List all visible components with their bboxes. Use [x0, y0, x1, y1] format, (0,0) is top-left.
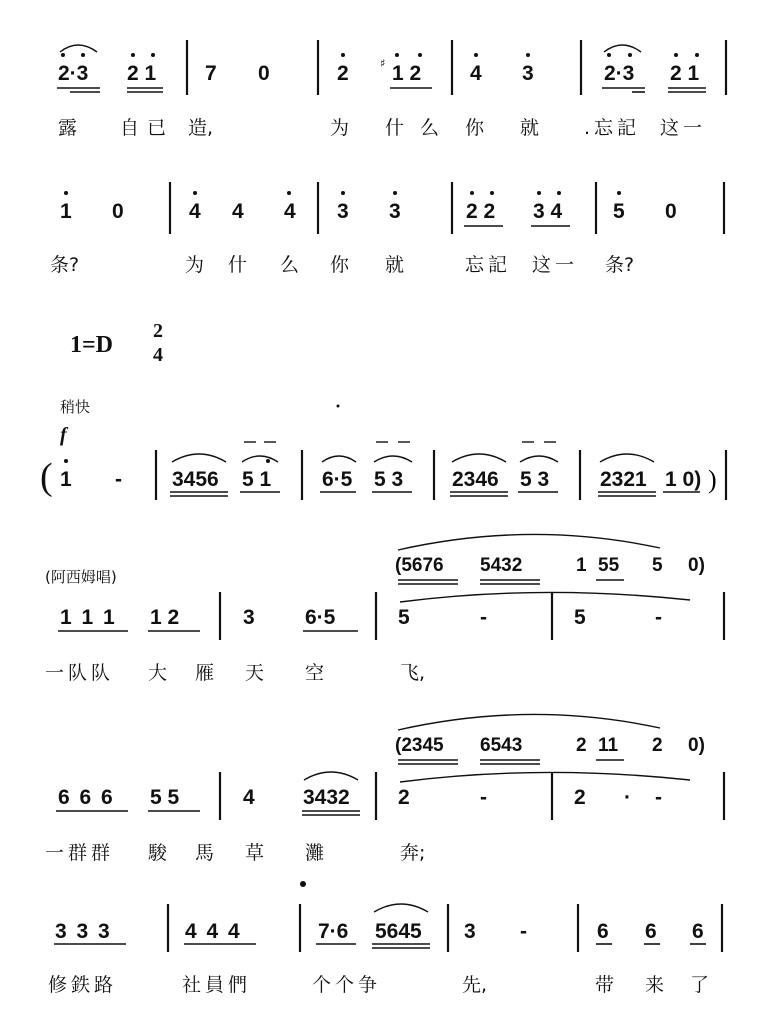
lyric: 来 [645, 974, 665, 996]
accomp-note: 2 [576, 735, 587, 756]
lyric: 你 [330, 254, 350, 276]
note: 3 [522, 62, 534, 85]
underlines-system-4 [58, 580, 624, 631]
note: 4 [243, 786, 255, 809]
note: 5645 [375, 920, 422, 943]
note: 2321 [600, 468, 647, 491]
note: 1 [60, 200, 72, 223]
note: 5 [398, 606, 410, 629]
note: 3456 [172, 468, 219, 491]
lyric: 你 [465, 117, 485, 139]
note: 5 [613, 200, 625, 223]
tie-long [400, 772, 690, 782]
note: 2·3 [604, 62, 635, 85]
stray-dot [337, 405, 340, 408]
accomp-note: 0) [688, 735, 705, 756]
barlines-system-2 [170, 182, 724, 234]
note: 3 [464, 920, 476, 943]
lyric: 露 [58, 117, 78, 139]
note: 3 [337, 200, 349, 223]
barlines-system-4 [220, 592, 724, 640]
note: 2 1 [127, 62, 157, 85]
note: 3 4 [533, 200, 563, 223]
lyric: 草 [245, 842, 265, 864]
slur-accomp [398, 714, 660, 730]
lyric: 个个争 [312, 974, 382, 996]
note: 1 1 1 [60, 606, 115, 629]
dynamic-marking: f [60, 424, 67, 446]
slur [60, 45, 97, 52]
lyric: 就 [385, 254, 405, 276]
lyric: 馬 [195, 842, 215, 864]
accomp-note: 11 [598, 735, 619, 756]
stray-dot [300, 881, 306, 887]
accomp-note: (5676 [395, 555, 444, 576]
singer-label: (阿西姆唱) [45, 568, 117, 586]
lyric: 奔; [400, 842, 426, 864]
lyric: 造, [188, 117, 214, 139]
open-paren: ( [40, 456, 53, 498]
slur [374, 904, 428, 912]
note: 6 [692, 920, 704, 943]
lyric: 空 [305, 662, 325, 684]
note: 4 [232, 200, 244, 223]
slur-accomp [398, 534, 660, 550]
lyric: 么 [280, 254, 300, 276]
octave-dots-system-3 [64, 459, 270, 463]
lyric: 自已 [120, 117, 175, 139]
octave-dots-system-2 [64, 191, 621, 195]
note: · [624, 786, 631, 809]
lyric: 么 [420, 117, 440, 139]
underlines-system-5 [56, 760, 624, 815]
lyric: 条? [605, 254, 635, 276]
lyric: 雁 [195, 662, 215, 684]
note: - [520, 920, 527, 943]
lyric: 修鉄路 [48, 974, 118, 996]
accomp-note: 6543 [480, 735, 523, 756]
accomp-note: 1 [576, 555, 587, 576]
slurs-system-3 [172, 454, 654, 462]
note: 0 [665, 200, 677, 223]
note: 7 [205, 62, 217, 85]
slur [304, 772, 358, 780]
note: 1 2 [392, 62, 422, 85]
note: 1 0) [665, 468, 702, 491]
note: 4 [284, 200, 296, 223]
accomp-note: 5 [652, 555, 663, 576]
lyric: 什 [385, 117, 405, 139]
note: 2 1 [670, 62, 700, 85]
lyric: 一队队 [45, 662, 115, 684]
lyric: 飞, [400, 662, 426, 684]
lyric: 天 [245, 662, 265, 684]
underlines-system-6 [54, 944, 706, 948]
note: - [115, 468, 122, 491]
lyric: 条? [50, 254, 80, 276]
lyric: 就 [520, 117, 540, 139]
note: 6 6 6 [58, 786, 113, 809]
lyric: 先, [462, 974, 488, 996]
note: 5 [574, 606, 586, 629]
note: - [480, 786, 487, 809]
lyric: 駿 [148, 842, 168, 864]
note: 5 5 [150, 786, 180, 809]
lyric: 这一 [660, 117, 707, 139]
lyric: 社員們 [182, 974, 252, 996]
lyric: 带 [595, 974, 615, 996]
note: 4 [189, 200, 201, 223]
note: - [655, 606, 662, 629]
tempo-marking: 稍快 [60, 398, 91, 416]
lyric: 什 [228, 254, 248, 276]
accomp-note: (2345 [395, 735, 444, 756]
note: 2 [337, 62, 349, 85]
close-paren: ) [708, 465, 717, 494]
lyric: 忘記 [465, 254, 512, 276]
lyric: 一群群 [45, 842, 115, 864]
lyric: 灘 [305, 842, 325, 864]
note: 0 [112, 200, 124, 223]
slur [604, 45, 641, 52]
note: 2346 [452, 468, 499, 491]
accomp-note: 2 [652, 735, 663, 756]
note: 4 4 4 [185, 920, 240, 943]
lyric: 为 [330, 117, 350, 139]
note: 5 3 [520, 468, 550, 491]
key-signature: 1=D [70, 332, 114, 358]
note: 6 [645, 920, 657, 943]
lyric: 这一 [532, 254, 579, 276]
note: 6 [597, 920, 609, 943]
note: 2·3 [58, 62, 89, 85]
note: 7·6 [318, 920, 349, 943]
barlines-system-5 [220, 772, 724, 820]
note: 2 2 [466, 200, 496, 223]
accomp-note: 5432 [480, 555, 523, 576]
note: 3 [389, 200, 401, 223]
note: 3 3 3 [55, 920, 110, 943]
note: 2 [574, 786, 586, 809]
note: - [480, 606, 487, 629]
time-signature-top: 2 [153, 320, 163, 342]
note: 6·5 [305, 606, 336, 629]
accomp-note: 0) [688, 555, 705, 576]
note: 5 1 [242, 468, 272, 491]
sharp-accidental: ♯ [380, 57, 386, 70]
note: 1 [60, 468, 72, 491]
barlines-system-1 [187, 40, 726, 95]
underlines-system-1 [57, 88, 706, 92]
note: 0 [258, 62, 270, 85]
note: 4 [470, 62, 482, 85]
tie-long [400, 592, 690, 602]
lyric: 了 [690, 974, 710, 996]
accomp-note: 55 [598, 555, 620, 576]
lyric: .忘記 [584, 117, 641, 139]
note: 6·5 [322, 468, 353, 491]
note: - [655, 786, 662, 809]
note: 3432 [303, 786, 350, 809]
lyric: 大 [148, 662, 168, 684]
note: 2 [398, 786, 410, 809]
note: 5 3 [374, 468, 404, 491]
lyric: 为 [185, 254, 205, 276]
time-signature-bottom: 4 [153, 344, 163, 366]
note: 3 [243, 606, 255, 629]
note: 1 2 [150, 606, 180, 629]
